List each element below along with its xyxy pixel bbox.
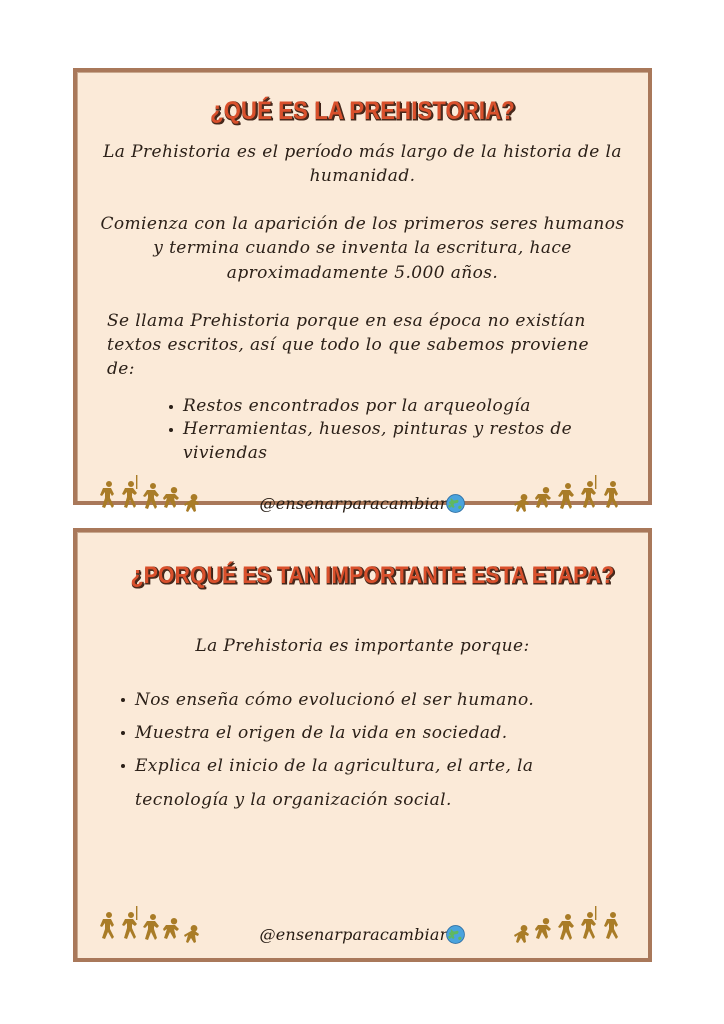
brand-handle [260,925,466,950]
list-importancia [117,684,626,817]
evolution-figures-reversed-icon [95,475,215,519]
paragraph-definicion: La Prehistoria es el período más largo de la historia de la humanidad. [103,142,622,187]
evolution-figures-icon [510,475,630,519]
page-title: ¿QUÉ ES LA PREHISTORIA? [210,97,515,125]
paragraph-sin-textos-escritos: Se llama Prehistoria porque en esa época no existían textos escritos, así que todo lo que sabemos proviene de: [107,310,589,379]
list-item: Explica el inicio de la agricultura, el arte, la tecnología y la organización social. [117,750,626,816]
handle-text: @ensenarparacambiar [259,494,448,514]
card-body [77,532,648,896]
list-item: Nos enseña cómo evolucionó el ser humano. [117,684,626,717]
card-footer [77,465,648,527]
evolution-figures-reversed-icon [95,906,215,950]
page-title: ¿PORQUÉ ES TAN IMPORTANTE ESTA ETAPA? [130,562,615,589]
paragraph-intro-importancia: La Prehistoria es importante porque: [195,636,530,656]
globe-earth-icon [446,494,465,513]
list-evidencias [165,395,626,465]
globe-earth-icon [446,925,465,944]
paragraph-comienzo: Comienza con la aparición de los primeros seres humanos y termina cuando se inventa la escritura, hace aproximadamente 5.000 años. [100,214,625,283]
evolution-figures-icon [510,906,630,950]
brand-handle [260,494,466,519]
list-item: Restos encontrados por la arqueología [165,395,626,418]
card-que-es-la-prehistoria [73,68,652,514]
card-body [77,72,648,465]
list-item: Muestra el origen de la vida en sociedad. [117,717,626,750]
handle-text: @ensenarparacambiar [259,925,448,944]
card-porque-es-importante [73,528,652,962]
card-footer [77,896,648,958]
list-item: Herramientas, huesos, pinturas y restos de viviendas [165,418,626,465]
